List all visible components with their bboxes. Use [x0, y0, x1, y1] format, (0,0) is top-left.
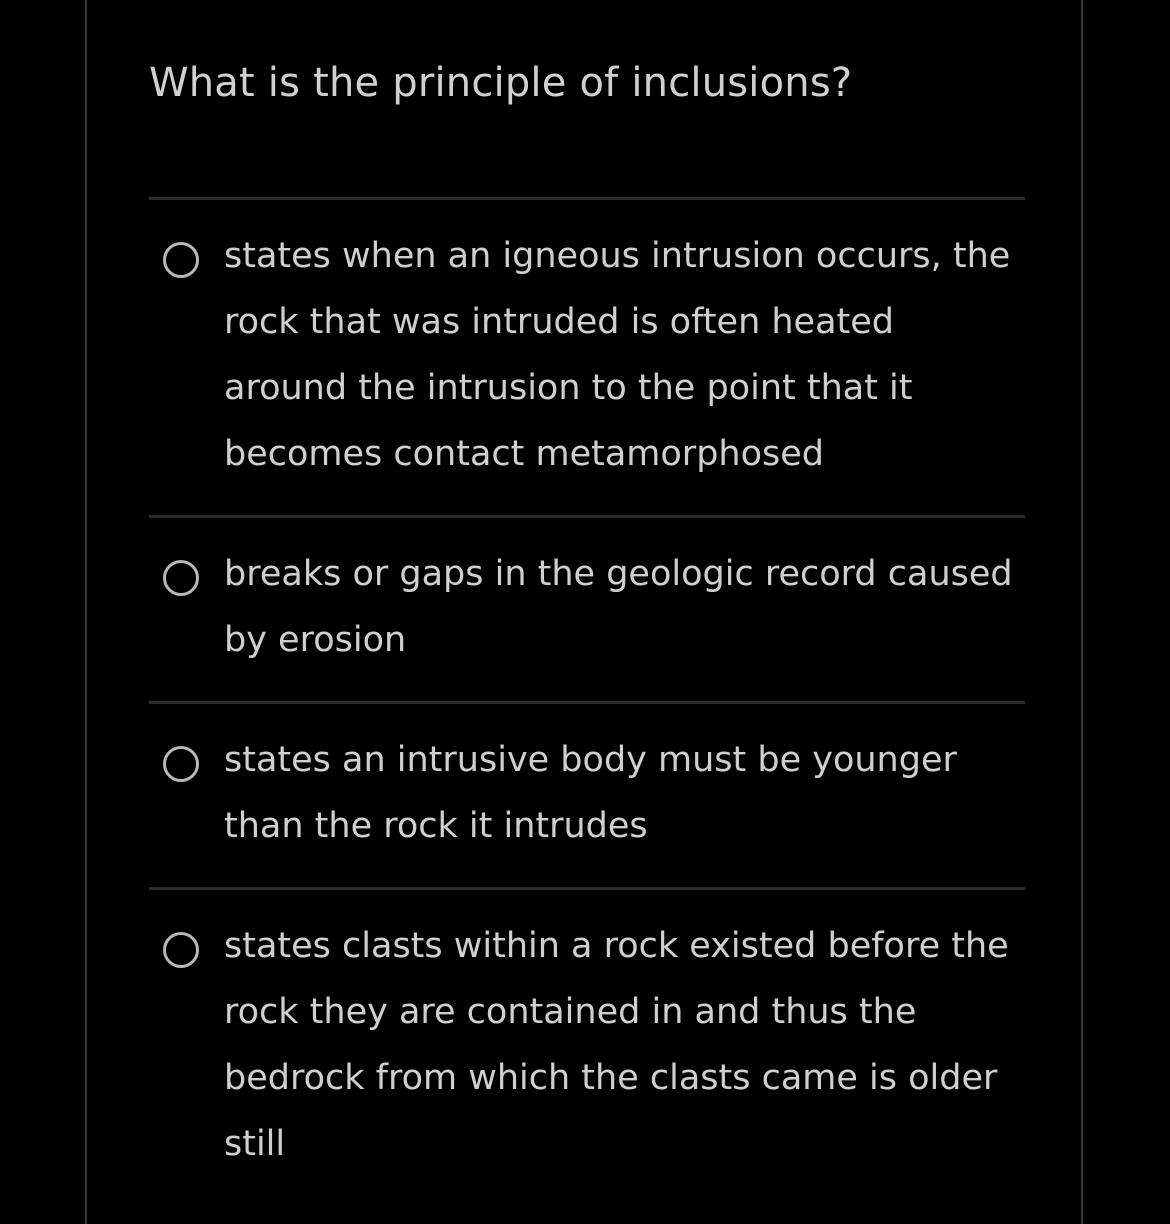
answer-option-label[interactable]: states when an igneous intrusion occurs, the rock that was intruded is often heated around the intrusion to the point that it becomes contact metamorphosed: [224, 236, 1011, 474]
answer-options: [149, 197, 1025, 1217]
radio-button-icon[interactable]: [163, 560, 199, 596]
question-text: What is the principle of inclusions?: [149, 60, 853, 106]
answer-option[interactable]: [149, 515, 1025, 701]
answer-option[interactable]: [149, 701, 1025, 887]
answer-option[interactable]: [149, 197, 1025, 515]
question-card: [85, 0, 1083, 1224]
answer-option[interactable]: [149, 887, 1025, 1217]
radio-button-icon[interactable]: [163, 746, 199, 782]
radio-button-icon[interactable]: [163, 932, 199, 968]
answer-option-label[interactable]: breaks or gaps in the geologic record caused by erosion: [224, 554, 1013, 660]
answer-option-label[interactable]: states an intrusive body must be younger than the rock it intrudes: [224, 740, 957, 846]
answer-option-label[interactable]: states clasts within a rock existed before the rock they are contained in and thus the bedrock from which the clasts came is older still: [224, 926, 1009, 1164]
radio-button-icon[interactable]: [163, 242, 199, 278]
